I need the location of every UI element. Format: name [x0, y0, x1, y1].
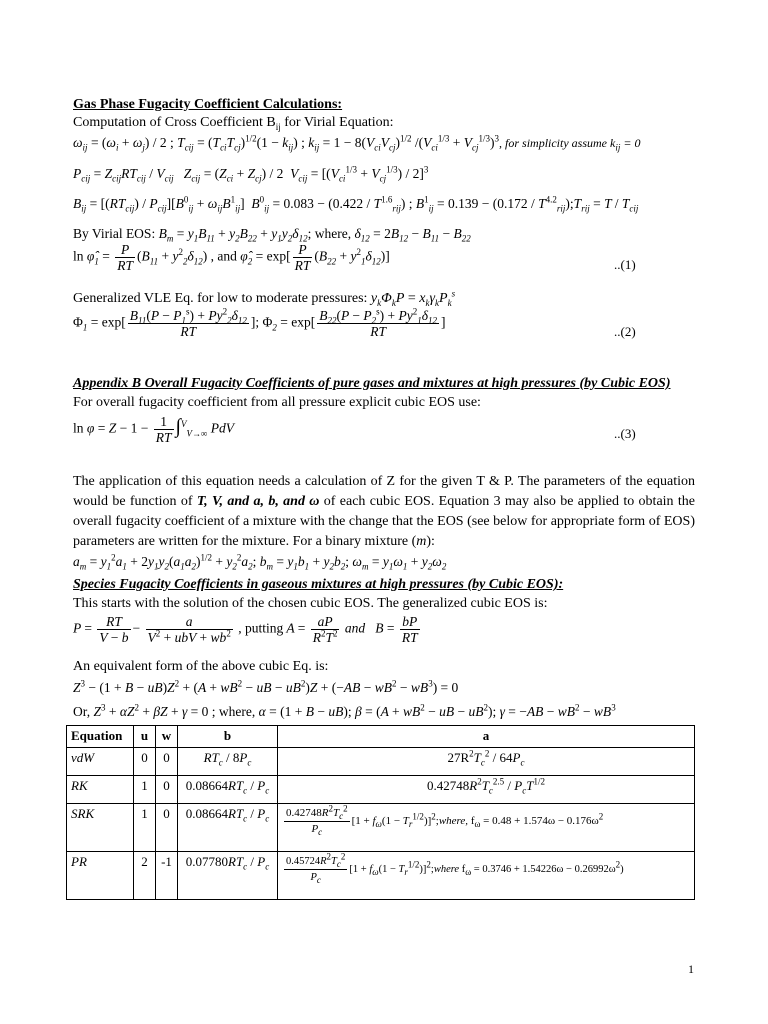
- eos-name: PR: [67, 852, 134, 900]
- virial-eos-line: By Virial EOS: $B_m = y_1B_{11} + y_2B_{22} + y_1y_2\delta_{12}$; where, $\delta_{12} = 2B_{12} - B_{11} - B_{22}$: [73, 226, 471, 244]
- critical-pressure-equation: $P_{cij} = Z_{cij}RT_{cij} / V_{cij}$ $Z_{cij} = (Z_{ci} + Z_{cj}) / 2$ $V_{cij} = [(V_{ci}^{1/3} + V_{cj}^{1/3}) / 2]^3$: [73, 164, 429, 184]
- b-expression: $0.08664RT_c / P_c$: [178, 804, 278, 852]
- a-expression: $\frac{0.42748R^2T_c^2}{P_c}$ [$1 + f_\omega(1$ − $T_r^{1/2})]^2;where$, $f_\omega = 0.48 + 1.574\omega - 0.176\omega^2$: [278, 804, 695, 852]
- eos-name: SRK: [67, 804, 134, 852]
- species-intro: This starts with the solution of the chosen cubic EOS. The generalized cubic EOS is:: [73, 596, 548, 611]
- eos-name: vdW: [67, 748, 134, 776]
- appendix-title: Appendix B Overall Fugacity Coefficients of pure gases and mixtures at high pressures (by Cubic EOS): [73, 376, 671, 391]
- table-row: [67, 776, 695, 804]
- cross-coefficient-equation: $\omega_{ij} = (\omega_i + \omega_j) / 2$ ; $T_{cij} = (T_{ci}T_{cj})^{1/2}(1 - k_{ij})$ ; $k_{ij} = 1 - 8(V_{ci}V_{cj})^{1/2}$ $/(V_{ci}^{1/3} + V_{cj}^{1/3})^3$, for simplicity assume $k_{ij} = 0$: [73, 133, 641, 153]
- eos-parameter-table: [66, 725, 695, 900]
- w-value: 0: [156, 776, 178, 804]
- page-number: 1: [688, 962, 694, 976]
- table-header-row: [67, 726, 695, 748]
- section-title: Gas Phase Fugacity Coefficient Calculations:: [73, 97, 343, 112]
- cubic-eos-equation: P = $\frac{RT}{V - b}$ − $\frac{a}{V^2 + ubV + wb^2}$ , putting A = $\frac{aP}{R^2T^2}$ and B = $\frac{bP}{RT}$: [73, 614, 418, 645]
- eos-name: RK: [67, 776, 134, 804]
- bij-equation: $B_{ij} = [(RT_{cij}) / P_{cij}][B^0_{ij} + \omega_{ij}B^1_{ij}] B^0_{ij} = 0.083 - (0.422 / T^{1.6}_{rij})$ ; $B^1_{ij} = 0.139 - (0.172$ / $T^{4.2}_{rij});T_{rij} = T / T_{cij}$: [73, 194, 639, 214]
- u-value: 1: [134, 804, 156, 852]
- equation-number: ..(3): [614, 426, 636, 441]
- w-value: 0: [156, 748, 178, 776]
- b-expression: $0.07780RT_c / P_c$: [178, 852, 278, 900]
- equation-number: ..(2): [614, 324, 636, 339]
- table-header: u: [134, 726, 156, 748]
- u-value: 1: [134, 776, 156, 804]
- equation-1: $\ln \varphî_1$ = $\frac{P}{RT}$ $(B_{11} + y^2_2\delta_{12})$ , and $\varphî_2 = \exp$[ $\frac{P}{RT}$ $(B_{22} + y^2_1\delta_{12})$]: [73, 242, 390, 273]
- a-expression: $27R^2T_c^2 / 64P_c$: [278, 748, 695, 776]
- b-expression: $0.08664RT_c / P_c$: [178, 776, 278, 804]
- w-value: 0: [156, 804, 178, 852]
- table-header: b: [178, 726, 278, 748]
- u-value: 2: [134, 852, 156, 900]
- u-value: 0: [134, 748, 156, 776]
- b-expression: $RT_c / 8P_c$: [178, 748, 278, 776]
- table-header: a: [278, 726, 695, 748]
- table-header: Equation: [67, 726, 134, 748]
- a-expression: $\frac{0.45724R^2T_c^2}{P_c}$ [$1 + f_\omega(1$ − $T_r^{1/2})]^2;where$ $f_\omega = 0.3746 + 1.54226\omega - 0.26992\omega^2$): [278, 852, 695, 900]
- a-expression: $0.42748R^2T_c^{2.5} / P_cT^{1/2}$: [278, 776, 695, 804]
- vle-line: Generalized VLE Eq. for low to moderate pressures: $y_k\Phi_kP = x_k\gamma_kP_k^s$: [73, 288, 456, 308]
- table-row: [67, 748, 695, 776]
- cubic-z-equation: $Z^3 - (1 + B - uB)Z^2 + (A + wB^2$ − uB − $uB^2)Z + (-AB - wB^2 - wB^3) = 0$: [73, 678, 459, 695]
- w-value: -1: [156, 852, 178, 900]
- cubic-coefficients: Or, $Z^3 + \alpha Z^2 + \beta Z + \gamma = 0$ ; where, α = (1 + B − uB); $\beta = (A + wB^2$ − uB − $uB^2$); $\gamma = -AB - wB^2 - wB^3$: [73, 702, 616, 719]
- equivalent-label: An equivalent form of the above cubic Eq. is:: [73, 659, 329, 674]
- table-row: [67, 804, 695, 852]
- paragraph-application: The application of this equation needs a calculation of Z for the given T & P. The parameters of the equation would be function of T, V, and a, b, and ω of each cubic EOS. Equation 3 may also be applied to obtain the overall fugacity coefficient of a mixture with the change that the EOS (see below for appropriate form of EOS) parameters are written for the mixture. For a binary mixture (m):: [73, 474, 695, 549]
- equation-2: $\Phi_1 = \exp$[ $\frac{B_{11}(P - P_1^s) + Py^2_2\delta_{12}}{RT}$ ]; $\Phi_2 = \exp$[ $\frac{B_{22}(P - P_2^s) + Py^2_1\delta_{12}}{RT}$ ]: [73, 306, 446, 339]
- table-header: w: [156, 726, 178, 748]
- table-row: [67, 852, 695, 900]
- species-title: Species Fugacity Coefficients in gaseous mixtures at high pressures (by Cubic EOS):: [73, 577, 564, 592]
- appendix-intro: For overall fugacity coefficient from all pressure explicit cubic EOS use:: [73, 395, 481, 410]
- equation-number: ..(1): [614, 257, 636, 272]
- mixing-rules: $a_m = y_1^2a_1 + 2y_1y_2(a_1a_2)^{1/2} + y_2^2a_2$; $b_m = y_1b_1 + y_2b_2$; $\omega_m = y_1\omega_1 + y_2\omega_2$: [73, 552, 447, 572]
- equation-3: ln φ = Z − 1 − $\frac{1}{RT}$ ∫$^V_{V\to\infty}$ PdV: [73, 414, 235, 445]
- intro-line: Computation of Cross Coefficient $B_{ij}$ for Virial Equation:: [73, 115, 394, 132]
